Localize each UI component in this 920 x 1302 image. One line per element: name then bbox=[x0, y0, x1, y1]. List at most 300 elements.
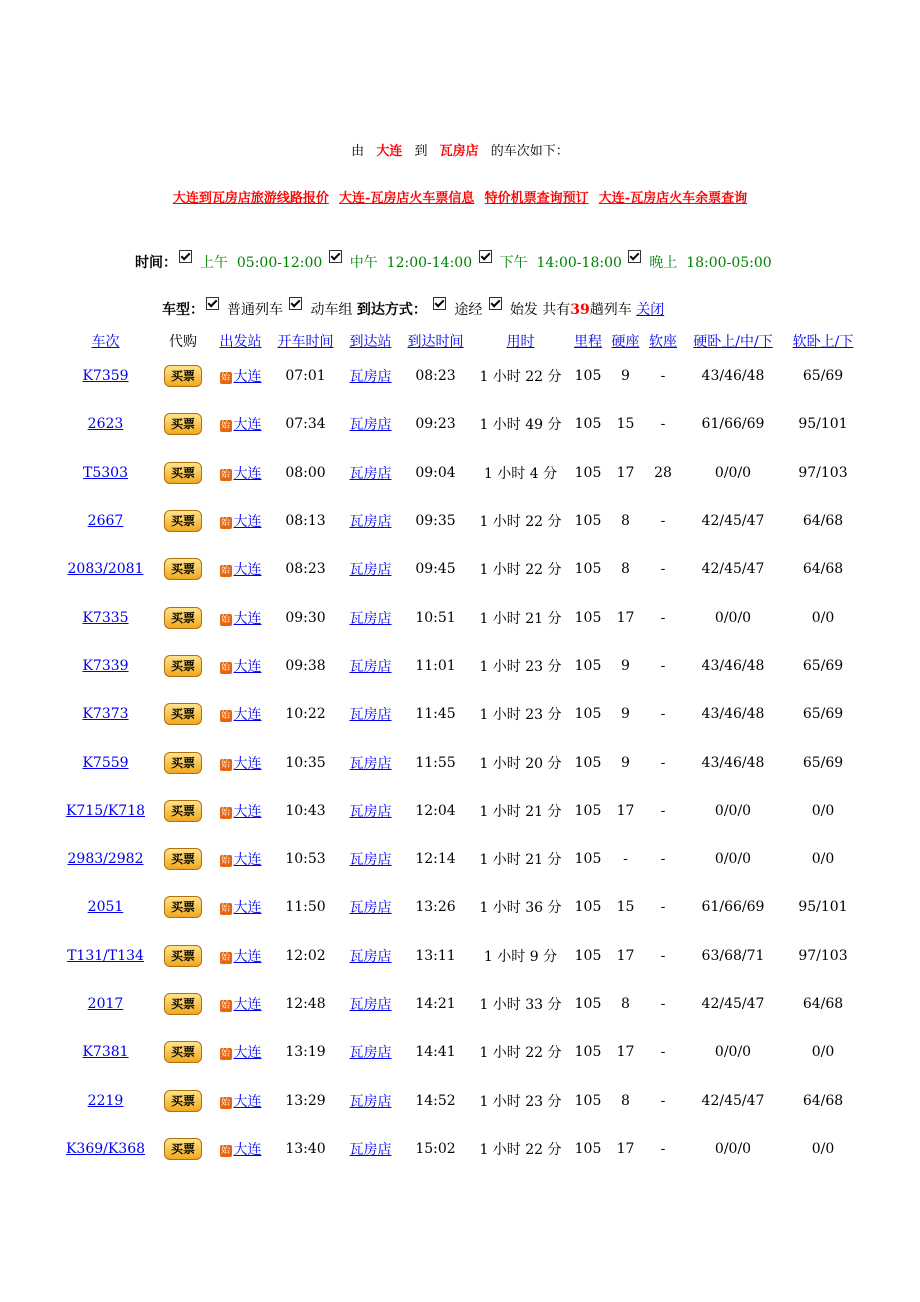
train-number-link[interactable]: 2017 bbox=[87, 996, 124, 1012]
soft-sleeper-price-cell bbox=[783, 787, 863, 835]
hard-seat-price-cell bbox=[608, 980, 643, 1028]
soft-sleeper-price-cell bbox=[783, 980, 863, 1028]
time-filter-label: 时间： bbox=[135, 255, 177, 271]
train-number-link-cell bbox=[58, 835, 153, 883]
arrive-time: 15:02 bbox=[415, 1140, 456, 1157]
depart-station-cell bbox=[213, 497, 268, 545]
soft-sleeper-price: 97/103 bbox=[798, 947, 848, 964]
checkbox-origin[interactable] bbox=[489, 297, 502, 310]
table-row bbox=[58, 980, 863, 1028]
soft-sleeper-price-cell bbox=[783, 883, 863, 931]
arrive-station-link[interactable]: 瓦房店 bbox=[349, 1045, 392, 1062]
buy-cell bbox=[153, 642, 213, 690]
checkbox-afternoon[interactable] bbox=[479, 250, 492, 263]
soft-seat-price: - bbox=[660, 1092, 666, 1109]
header-depart-time[interactable]: 开车时间 bbox=[277, 334, 334, 350]
depart-station-cell bbox=[213, 593, 268, 641]
hard-sleeper-price-cell bbox=[683, 690, 783, 738]
soft-seat-price-cell bbox=[643, 1125, 683, 1173]
arrive-time: 10:51 bbox=[415, 609, 456, 626]
buy-ticket-button[interactable]: 买票 bbox=[164, 413, 202, 435]
arrive-time-cell bbox=[398, 352, 473, 400]
distance-cell bbox=[568, 449, 608, 497]
table-row bbox=[58, 497, 863, 545]
buy-cell bbox=[153, 738, 213, 786]
train-number-link-cell bbox=[58, 1076, 153, 1124]
depart-time: 13:19 bbox=[285, 1044, 326, 1061]
arrival-option-via: 途经 bbox=[454, 302, 483, 318]
header-hard-seat[interactable]: 硬座 bbox=[611, 334, 640, 350]
buy-cell bbox=[153, 980, 213, 1028]
hard-seat-price: 17 bbox=[616, 947, 635, 964]
soft-seat-price: - bbox=[660, 996, 666, 1012]
depart-time-cell bbox=[268, 787, 343, 835]
train-number-link[interactable]: 2083/2081 bbox=[67, 561, 144, 578]
depart-time: 07:34 bbox=[285, 416, 326, 433]
train-number-link[interactable]: 2051 bbox=[87, 899, 124, 916]
arrive-station-link-cell bbox=[343, 883, 398, 931]
buy-ticket-button[interactable]: 买票 bbox=[164, 1138, 202, 1160]
distance: 105 bbox=[574, 1092, 602, 1109]
link-ticket-info[interactable]: 大连-瓦房店火车票信息 bbox=[339, 191, 475, 206]
buy-ticket-button[interactable]: 买票 bbox=[164, 558, 202, 580]
train-number-link[interactable]: K7335 bbox=[82, 609, 129, 626]
header-arrive-time[interactable]: 到达时间 bbox=[407, 334, 464, 350]
hard-seat-price-cell bbox=[608, 449, 643, 497]
buy-cell bbox=[153, 545, 213, 593]
buy-ticket-button[interactable]: 买票 bbox=[164, 800, 202, 822]
table-row bbox=[58, 835, 863, 883]
depart-station-cell bbox=[213, 835, 268, 883]
hard-sleeper-price: 63/68/71 bbox=[701, 947, 765, 964]
link-flight-deals[interactable]: 特价机票查询预订 bbox=[484, 191, 589, 206]
arrive-station-link[interactable]: 瓦房店 bbox=[349, 900, 392, 917]
duration-cell bbox=[473, 400, 568, 448]
soft-seat-price-cell bbox=[643, 883, 683, 931]
time-option-evening: 晚上 18:00-05:00 bbox=[649, 255, 772, 271]
depart-time: 10:53 bbox=[285, 851, 326, 868]
hard-sleeper-price: 42/45/47 bbox=[701, 561, 765, 578]
total-count: 39 bbox=[570, 302, 590, 318]
train-number-link-cell bbox=[58, 883, 153, 931]
duration-cell bbox=[473, 642, 568, 690]
depart-station-link[interactable]: 大连 bbox=[233, 755, 262, 772]
arrive-station-link[interactable]: 瓦房店 bbox=[349, 803, 392, 820]
depart-time: 11:50 bbox=[285, 899, 326, 916]
train-number-link-cell bbox=[58, 642, 153, 690]
hard-seat-price: 17 bbox=[616, 1044, 635, 1061]
arrive-station-link-cell bbox=[343, 932, 398, 980]
depart-time: 09:30 bbox=[285, 609, 326, 626]
distance-cell bbox=[568, 787, 608, 835]
depart-station-link[interactable]: 大连 bbox=[233, 900, 262, 917]
origin-badge-icon: 始 bbox=[220, 1049, 230, 1060]
soft-sleeper-price-cell bbox=[783, 1076, 863, 1124]
buy-ticket-button[interactable]: 买票 bbox=[164, 945, 202, 967]
duration-cell bbox=[473, 835, 568, 883]
depart-station-cell bbox=[213, 449, 268, 497]
arrive-station-link-cell bbox=[343, 400, 398, 448]
depart-station-cell bbox=[213, 883, 268, 931]
arrive-station-link-cell bbox=[343, 593, 398, 641]
depart-station-link[interactable]: 大连 bbox=[233, 852, 262, 869]
checkbox-evening[interactable] bbox=[628, 250, 641, 263]
distance: 105 bbox=[574, 561, 602, 578]
duration: 1 小时 36 分 bbox=[479, 900, 562, 917]
hard-sleeper-price: 0/0/0 bbox=[714, 1140, 752, 1157]
soft-sleeper-price-cell bbox=[783, 690, 863, 738]
soft-sleeper-price-cell bbox=[783, 593, 863, 641]
distance-cell bbox=[568, 497, 608, 545]
depart-time: 08:23 bbox=[285, 561, 326, 578]
arrive-station-link[interactable]: 瓦房店 bbox=[349, 1093, 392, 1110]
result-title bbox=[0, 140, 920, 159]
depart-station-link[interactable]: 大连 bbox=[233, 707, 262, 724]
link-travel-quote[interactable]: 大连到瓦房店旅游线路报价 bbox=[172, 191, 329, 206]
buy-ticket-button[interactable]: 买票 bbox=[164, 1090, 202, 1112]
header-depart-station[interactable]: 出发站 bbox=[219, 334, 262, 350]
arrive-station-link[interactable]: 瓦房店 bbox=[349, 707, 392, 724]
arrive-station-link[interactable]: 瓦房店 bbox=[349, 465, 392, 482]
soft-seat-price: - bbox=[660, 802, 666, 819]
arrive-time: 11:55 bbox=[415, 754, 456, 771]
distance: 105 bbox=[574, 657, 602, 674]
arrive-time-cell bbox=[398, 932, 473, 980]
depart-time: 10:22 bbox=[285, 706, 326, 723]
arrive-station-link[interactable]: 瓦房店 bbox=[349, 755, 392, 772]
buy-ticket-button[interactable]: 买票 bbox=[164, 1041, 202, 1063]
train-number-link[interactable]: 2219 bbox=[87, 1092, 124, 1109]
arrive-time: 14:52 bbox=[415, 1092, 456, 1109]
type-filter-label: 车型： bbox=[162, 302, 204, 318]
arrive-station-link[interactable]: 瓦房店 bbox=[349, 610, 392, 627]
arrive-time: 11:01 bbox=[415, 657, 456, 674]
duration: 1 小时 23 分 bbox=[479, 658, 562, 675]
distance: 105 bbox=[574, 513, 602, 530]
buy-ticket-button[interactable]: 买票 bbox=[164, 703, 202, 725]
distance-cell bbox=[568, 932, 608, 980]
arrive-station-link[interactable]: 瓦房店 bbox=[349, 514, 392, 531]
arrival-option-origin: 始发 bbox=[509, 302, 538, 318]
depart-station-link[interactable]: 大连 bbox=[233, 1141, 262, 1158]
depart-time: 09:38 bbox=[285, 657, 326, 674]
origin-badge-icon: 始 bbox=[220, 904, 230, 915]
hard-sleeper-price-cell bbox=[683, 449, 783, 497]
buy-ticket-button[interactable]: 买票 bbox=[164, 462, 202, 484]
depart-time: 07:01 bbox=[285, 368, 326, 385]
arrive-station-link-cell bbox=[343, 642, 398, 690]
soft-sleeper-price: 0/0 bbox=[811, 609, 835, 626]
depart-time: 13:29 bbox=[285, 1092, 326, 1109]
buy-cell bbox=[153, 352, 213, 400]
depart-station-cell bbox=[213, 738, 268, 786]
buy-cell bbox=[153, 400, 213, 448]
hard-sleeper-price-cell bbox=[683, 642, 783, 690]
buy-cell bbox=[153, 932, 213, 980]
duration: 1 小时 22 分 bbox=[479, 514, 562, 531]
buy-ticket-button[interactable]: 买票 bbox=[164, 607, 202, 629]
depart-station-cell bbox=[213, 352, 268, 400]
distance-cell bbox=[568, 545, 608, 593]
duration-cell bbox=[473, 449, 568, 497]
buy-ticket-button[interactable]: 买票 bbox=[164, 993, 202, 1015]
train-number-link[interactable]: T5303 bbox=[83, 464, 128, 481]
header-duration[interactable]: 用时 bbox=[506, 334, 535, 350]
arrive-station-link[interactable]: 瓦房店 bbox=[349, 562, 392, 579]
arrive-time-cell bbox=[398, 883, 473, 931]
train-number-link[interactable]: K715/K718 bbox=[65, 802, 146, 819]
soft-seat-price-cell bbox=[643, 835, 683, 883]
origin-badge-icon: 始 bbox=[220, 807, 230, 818]
distance: 105 bbox=[574, 754, 602, 771]
distance: 105 bbox=[574, 609, 602, 626]
soft-sleeper-price-cell bbox=[783, 352, 863, 400]
depart-station-cell bbox=[213, 545, 268, 593]
train-number-link-cell bbox=[58, 787, 153, 835]
hard-seat-price: 9 bbox=[621, 368, 630, 385]
depart-station-link[interactable]: 大连 bbox=[233, 369, 262, 386]
arrive-time: 09:35 bbox=[415, 513, 456, 530]
train-number-link[interactable]: K7339 bbox=[82, 657, 129, 674]
depart-station-link[interactable]: 大连 bbox=[233, 562, 262, 579]
soft-sleeper-price-cell bbox=[783, 545, 863, 593]
soft-seat-price: - bbox=[660, 1044, 666, 1061]
hard-seat-price: 15 bbox=[616, 899, 635, 916]
train-number-link[interactable]: 2623 bbox=[87, 416, 124, 433]
duration-cell bbox=[473, 738, 568, 786]
depart-time-cell bbox=[268, 1076, 343, 1124]
distance: 105 bbox=[574, 1044, 602, 1061]
hard-sleeper-price: 61/66/69 bbox=[701, 416, 765, 433]
buy-ticket-button[interactable]: 买票 bbox=[164, 655, 202, 677]
depart-station-link[interactable]: 大连 bbox=[233, 1093, 262, 1110]
origin-badge-icon: 始 bbox=[220, 566, 230, 577]
arrive-station-link-cell bbox=[343, 545, 398, 593]
arrive-time: 12:14 bbox=[415, 851, 456, 868]
train-number-link-cell bbox=[58, 1125, 153, 1173]
depart-station-link[interactable]: 大连 bbox=[233, 417, 262, 434]
arrive-time: 09:45 bbox=[415, 561, 456, 578]
hard-seat-price-cell bbox=[608, 400, 643, 448]
origin-badge-icon: 始 bbox=[220, 373, 230, 384]
depart-station-link[interactable]: 大连 bbox=[233, 514, 262, 531]
depart-station-link[interactable]: 大连 bbox=[233, 803, 262, 820]
close-link[interactable]: 关闭 bbox=[636, 302, 665, 318]
soft-sleeper-price: 65/69 bbox=[802, 368, 844, 385]
arrive-station-link[interactable]: 瓦房店 bbox=[349, 948, 392, 965]
header-arrive-station[interactable]: 到达站 bbox=[349, 334, 392, 350]
hard-seat-price: 8 bbox=[621, 561, 630, 578]
depart-time: 13:40 bbox=[285, 1140, 326, 1157]
origin-badge-icon: 始 bbox=[220, 952, 230, 963]
train-number-link[interactable]: T131/T134 bbox=[67, 947, 144, 964]
duration: 1 小时 4 分 bbox=[483, 465, 558, 482]
origin-badge-icon: 始 bbox=[220, 856, 230, 867]
depart-time-cell bbox=[268, 690, 343, 738]
soft-seat-price-cell bbox=[643, 593, 683, 641]
train-number-link[interactable]: 2983/2982 bbox=[67, 851, 144, 868]
train-number-link[interactable]: K7359 bbox=[82, 368, 129, 385]
arrive-station-link[interactable]: 瓦房店 bbox=[349, 1141, 392, 1158]
depart-station-link[interactable]: 大连 bbox=[233, 948, 262, 965]
distance: 105 bbox=[574, 1140, 602, 1157]
arrive-station-link-cell bbox=[343, 1028, 398, 1076]
train-table bbox=[58, 330, 863, 1173]
duration: 1 小时 33 分 bbox=[479, 997, 562, 1013]
origin-badge-icon: 始 bbox=[220, 1145, 230, 1156]
arrive-station-link[interactable]: 瓦房店 bbox=[349, 417, 392, 434]
hard-seat-price: 15 bbox=[616, 416, 635, 433]
type-filter bbox=[162, 299, 664, 319]
soft-seat-price-cell bbox=[643, 545, 683, 593]
duration-cell bbox=[473, 545, 568, 593]
distance: 105 bbox=[574, 802, 602, 819]
hard-sleeper-price: 61/66/69 bbox=[701, 899, 765, 916]
arrive-station-link-cell bbox=[343, 497, 398, 545]
hard-seat-price: 17 bbox=[616, 609, 635, 626]
table-row bbox=[58, 1076, 863, 1124]
buy-cell bbox=[153, 883, 213, 931]
soft-sleeper-price-cell bbox=[783, 1028, 863, 1076]
arrive-time-cell bbox=[398, 787, 473, 835]
hard-seat-price: 8 bbox=[621, 1092, 630, 1109]
title-suffix: 的车次如下： bbox=[490, 144, 569, 159]
soft-sleeper-price: 0/0 bbox=[811, 1044, 835, 1061]
hard-sleeper-price-cell bbox=[683, 835, 783, 883]
arrive-time-cell bbox=[398, 400, 473, 448]
distance-cell bbox=[568, 1125, 608, 1173]
train-number-link[interactable]: K7373 bbox=[82, 706, 129, 723]
origin-badge-icon: 始 bbox=[220, 518, 230, 529]
train-number-link-cell bbox=[58, 497, 153, 545]
hard-sleeper-price-cell bbox=[683, 352, 783, 400]
total-suffix: 趟列车 bbox=[589, 302, 632, 318]
table-row bbox=[58, 449, 863, 497]
buy-ticket-button[interactable]: 买票 bbox=[164, 510, 202, 532]
soft-seat-price: - bbox=[660, 851, 666, 868]
buy-cell bbox=[153, 449, 213, 497]
related-links bbox=[0, 187, 920, 206]
origin-badge-icon: 始 bbox=[220, 469, 230, 480]
hard-seat-price-cell bbox=[608, 883, 643, 931]
arrive-time-cell bbox=[398, 835, 473, 883]
buy-cell bbox=[153, 593, 213, 641]
soft-seat-price-cell bbox=[643, 1028, 683, 1076]
arrive-station-link-cell bbox=[343, 980, 398, 1028]
arrive-time-cell bbox=[398, 449, 473, 497]
train-number-link[interactable]: 2667 bbox=[87, 513, 124, 530]
arrive-station-link[interactable]: 瓦房店 bbox=[349, 852, 392, 869]
arrive-time-cell bbox=[398, 1125, 473, 1173]
duration-cell bbox=[473, 352, 568, 400]
checkbox-via[interactable] bbox=[433, 297, 446, 310]
depart-time-cell bbox=[268, 642, 343, 690]
duration: 1 小时 49 分 bbox=[479, 417, 562, 434]
hard-sleeper-price: 0/0/0 bbox=[714, 802, 752, 819]
depart-station-link[interactable]: 大连 bbox=[233, 658, 262, 675]
origin-badge-icon: 始 bbox=[220, 614, 230, 625]
soft-seat-price: - bbox=[660, 561, 666, 578]
duration-cell bbox=[473, 497, 568, 545]
arrive-station-link[interactable]: 瓦房店 bbox=[349, 997, 392, 1013]
arrive-time-cell bbox=[398, 497, 473, 545]
hard-sleeper-price: 43/46/48 bbox=[701, 754, 765, 771]
buy-ticket-button[interactable]: 买票 bbox=[164, 896, 202, 918]
soft-sleeper-price-cell bbox=[783, 449, 863, 497]
depart-station-link[interactable]: 大连 bbox=[233, 610, 262, 627]
soft-seat-price-cell bbox=[643, 352, 683, 400]
train-number-link[interactable]: K369/K368 bbox=[65, 1140, 146, 1157]
hard-sleeper-price: 42/45/47 bbox=[701, 513, 765, 530]
depart-time: 12:48 bbox=[285, 996, 326, 1012]
hard-seat-price-cell bbox=[608, 835, 643, 883]
depart-time-cell bbox=[268, 545, 343, 593]
checkbox-emu[interactable] bbox=[289, 297, 302, 310]
header-distance[interactable]: 里程 bbox=[574, 334, 602, 350]
checkbox-noon[interactable] bbox=[329, 250, 342, 263]
distance-cell bbox=[568, 1028, 608, 1076]
table-row bbox=[58, 642, 863, 690]
depart-time: 08:00 bbox=[285, 464, 326, 481]
header-train-no[interactable]: 车次 bbox=[91, 334, 120, 350]
arrive-time: 09:23 bbox=[415, 416, 456, 433]
table-row bbox=[58, 883, 863, 931]
arrive-station-link-cell bbox=[343, 449, 398, 497]
distance-cell bbox=[568, 835, 608, 883]
soft-sleeper-price-cell bbox=[783, 497, 863, 545]
checkbox-morning[interactable] bbox=[179, 250, 192, 263]
soft-sleeper-price: 0/0 bbox=[811, 851, 835, 868]
distance: 105 bbox=[574, 996, 602, 1012]
header-soft-seat[interactable]: 软座 bbox=[649, 334, 677, 350]
hard-seat-price-cell bbox=[608, 545, 643, 593]
hard-seat-price-cell bbox=[608, 787, 643, 835]
soft-seat-price-cell bbox=[643, 690, 683, 738]
buy-cell bbox=[153, 835, 213, 883]
arrive-time-cell bbox=[398, 980, 473, 1028]
depart-station-link[interactable]: 大连 bbox=[233, 997, 262, 1013]
buy-ticket-button[interactable]: 买票 bbox=[164, 752, 202, 774]
header-soft-sleeper[interactable]: 软卧上/下 bbox=[792, 334, 854, 350]
hard-sleeper-price: 0/0/0 bbox=[714, 464, 752, 481]
hard-sleeper-price-cell bbox=[683, 980, 783, 1028]
soft-seat-price-cell bbox=[643, 738, 683, 786]
soft-seat-price: - bbox=[660, 1140, 666, 1157]
train-number-link-cell bbox=[58, 1028, 153, 1076]
header-hard-sleeper[interactable]: 硬卧上/中/下 bbox=[693, 334, 773, 350]
distance: 105 bbox=[574, 368, 602, 385]
duration: 1 小时 9 分 bbox=[483, 948, 558, 965]
link-remaining-tickets[interactable]: 大连-瓦房店火车余票查询 bbox=[598, 191, 748, 206]
train-number-link[interactable]: K7559 bbox=[82, 754, 129, 771]
checkbox-normal-train[interactable] bbox=[206, 297, 219, 310]
depart-time: 10:35 bbox=[285, 754, 326, 771]
train-number-link[interactable]: K7381 bbox=[82, 1044, 129, 1061]
depart-station-link[interactable]: 大连 bbox=[233, 1045, 262, 1062]
soft-sleeper-price-cell bbox=[783, 835, 863, 883]
header-buy: 代购 bbox=[169, 334, 197, 350]
arrive-station-link[interactable]: 瓦房店 bbox=[349, 658, 392, 675]
table-row bbox=[58, 787, 863, 835]
depart-time-cell bbox=[268, 352, 343, 400]
soft-seat-price-cell bbox=[643, 787, 683, 835]
arrive-station-link[interactable]: 瓦房店 bbox=[349, 369, 392, 386]
buy-ticket-button[interactable]: 买票 bbox=[164, 365, 202, 387]
duration-cell bbox=[473, 980, 568, 1028]
depart-station-cell bbox=[213, 400, 268, 448]
depart-station-link[interactable]: 大连 bbox=[233, 465, 262, 482]
buy-ticket-button[interactable]: 买票 bbox=[164, 848, 202, 870]
